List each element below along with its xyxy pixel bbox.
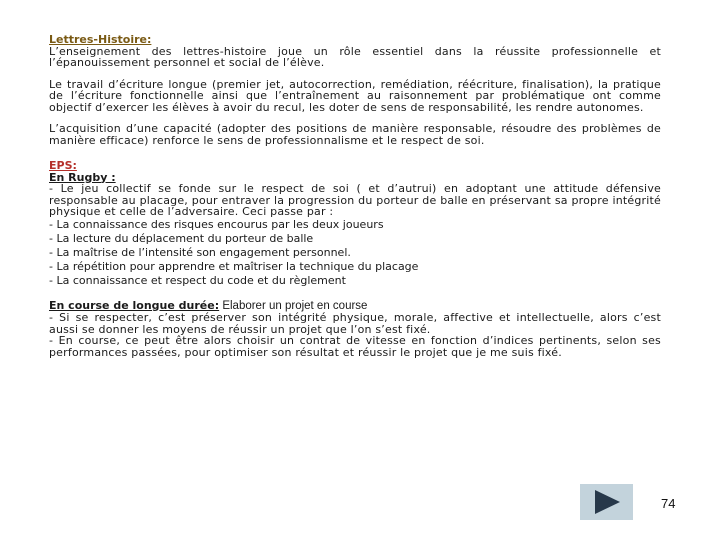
rugby-list-item: - La lecture du déplacement du porteur de balle	[49, 231, 314, 245]
lettres-paragraph-2: Le travail d’écriture longue (premier jet, autocorrection, remédiation, réécriture, finalisation), la pratique de l’écriture fonctionnelle ainsi que l’entraînement au raisonnement par problématique ont comme objectif d’exercer les élèves à avoir du recul, les doter de sens de responsabilité, les rendre autonomes.	[49, 77, 661, 114]
course-paragraph-1: - Si se respecter, c’est préserver son intégrité physique, morale, affective et intellectuelle, alors c’est aussi se donner les moyens de réussir un projet que l’on s’est fixé.	[49, 311, 661, 336]
rugby-heading: En Rugby :	[49, 170, 116, 184]
rugby-list	[49, 218, 661, 288]
rugby-list-item: - La connaissance et respect du code et du règlement	[49, 273, 346, 287]
course-paragraph-2: - En course, ce peut être alors choisir un contrat de vitesse en fonction d’indices pertinents, selon ses performances passées, pour optimiser son résultat et réussir le projet que je me suis fixé.	[49, 334, 661, 359]
rugby-list-item: - La répétition pour apprendre et maîtriser la technique du placage	[49, 259, 419, 273]
course-note: Elaborer un projet en course	[219, 299, 368, 312]
slide-content	[49, 34, 661, 358]
rugby-intro: - Le jeu collectif se fonde sur le respect de soi ( et d’autrui) en adoptant une attitude défensive responsable au placage, pour entraver la progression du porteur de balle en préservant sa propre intégrité physique et celle de l’adversaire. Ceci passe par :	[49, 182, 661, 218]
course-heading: En course de longue durée:	[49, 298, 220, 312]
next-slide-button[interactable]	[580, 484, 633, 520]
page-number: 74	[661, 496, 676, 511]
lettres-paragraph-3: L’acquisition d’une capacité (adopter des positions de manière responsable, résoudre des problèmes de manière efficace) renforce le sens de professionnalisme et le respect de soi.	[49, 122, 661, 147]
eps-heading: EPS:	[49, 159, 77, 172]
play-arrow-icon	[593, 489, 621, 515]
lettres-paragraph-1: L’enseignement des lettres-histoire joue un rôle essentiel dans la réussite professionnelle et l’épanouissement personnel et social de l’élève.	[49, 44, 661, 69]
rugby-list-item: - La maîtrise de l’intensité son engagement personnel.	[49, 245, 351, 259]
lettres-histoire-heading: Lettres-Histoire:	[49, 33, 152, 46]
rugby-list-item: - La connaissance des risques encourus par les deux joueurs	[49, 217, 384, 231]
